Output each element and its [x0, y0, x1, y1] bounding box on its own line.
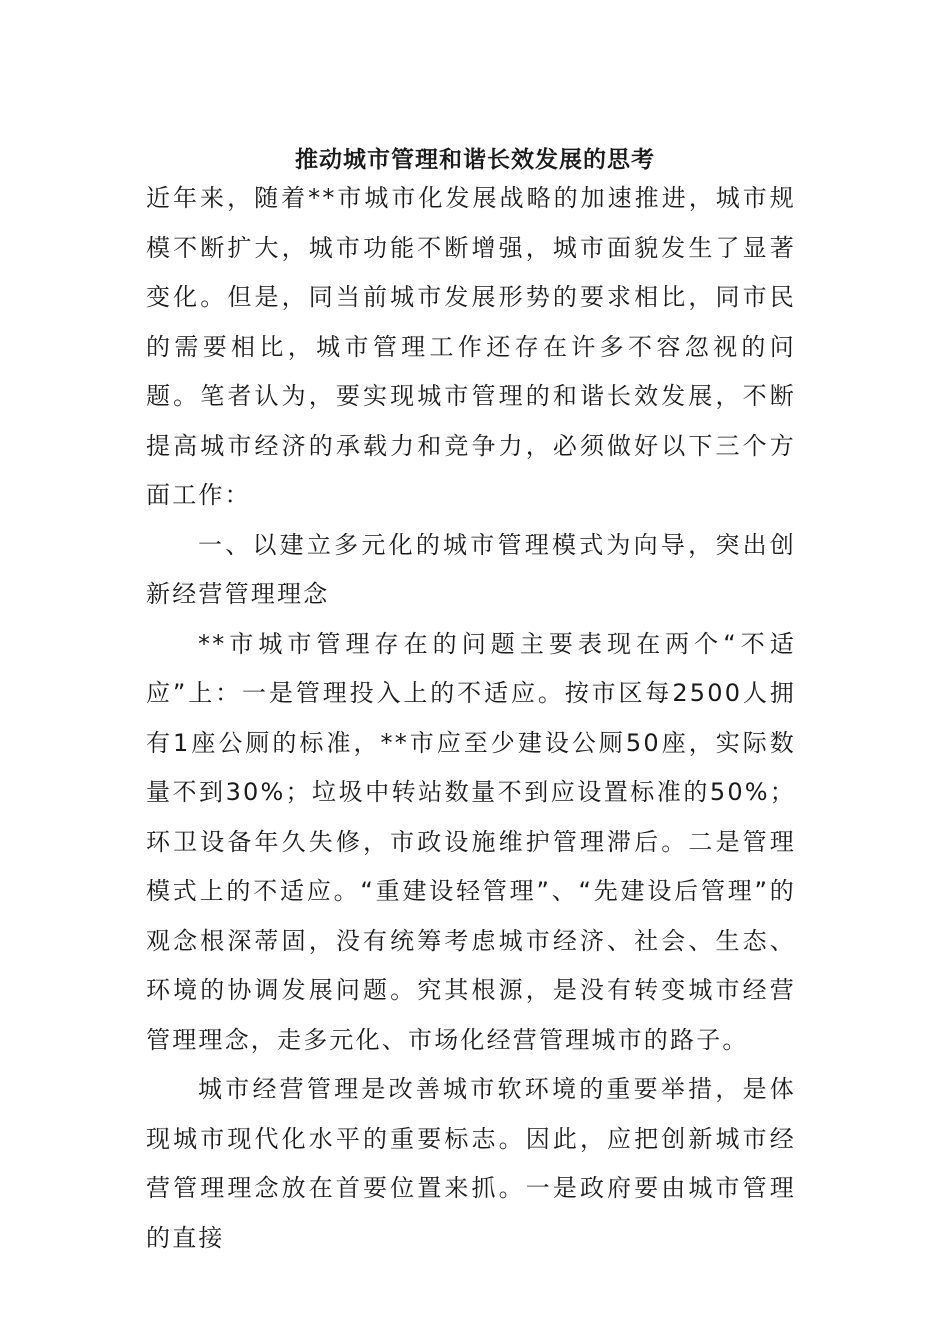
document-body	[146, 174, 796, 1263]
paragraph-measures: 城市经营管理是改善城市软环境的重要举措，是体现城市现代化水平的重要标志。因此，应把创新城市经营管理理念放在首要位置来抓。一是政府要由城市管理的直接	[146, 1075, 796, 1252]
paragraph-intro: 近年来，随着**市城市化发展战略的加速推进，城市规模不断扩大，城市功能不断增强，城市面貌发生了显著变化。但是，同当前城市发展形势的要求相比，同市民的需要相比，城市管理工作还存在许多不容忽视的问题。笔者认为，要实现城市管理的和谐长效发展，不断提高城市经济的承载力和竞争力，必须做好以下三个方面工作：	[146, 184, 796, 509]
document-title: 推动城市管理和谐长效发展的思考	[295, 146, 655, 173]
section-heading-1: 一、以建立多元化的城市管理模式为向导，突出创新经营管理理念	[146, 530, 796, 608]
paragraph-problems: **市城市管理存在的问题主要表现在两个“不适应”上：一是管理投入上的不适应。按市区每2500人拥有1座公厕的标准，**市应至少建设公厕50座，实际数量不到30%；垃圾中转站数量不到应设置标准的50%；环卫设备年久失修，市政设施维护管理滞后。二是管理模式上的不适应。“重建设轻管理”、“先建设后管理”的观念根深蒂固，没有统筹考虑城市经济、社会、生态、环境的协调发展问题。究其根源，是没有转变城市经营管理理念，走多元化、市场化经营管理城市的路子。	[146, 629, 796, 1054]
